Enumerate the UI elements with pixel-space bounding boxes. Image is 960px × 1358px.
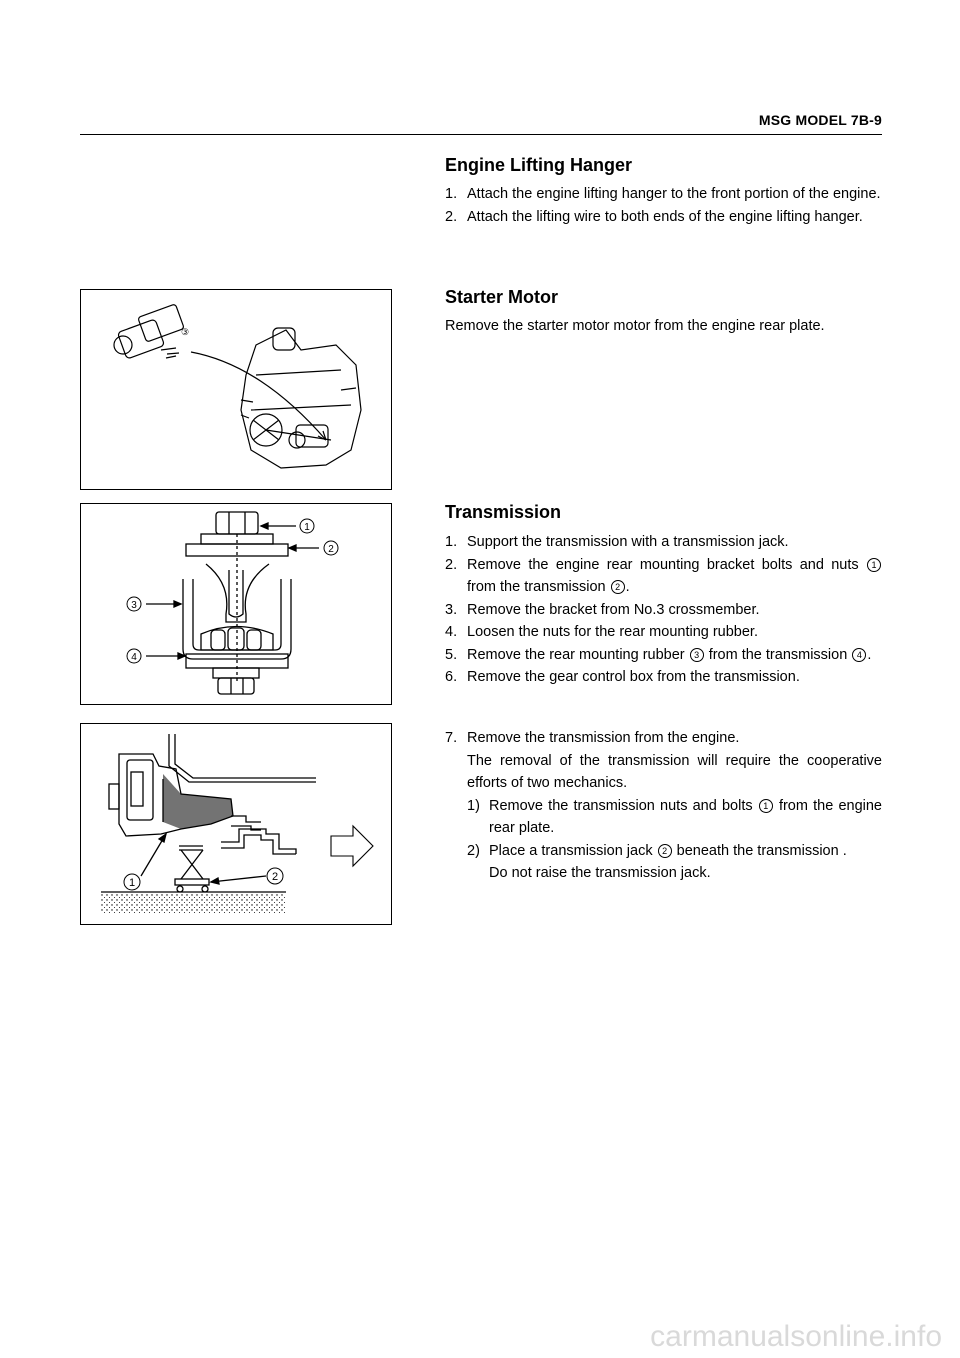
removal-callout-1: 1 [128,877,136,889]
lifting-steps [445,183,882,228]
step-note: The removal of the transmission will require the cooperative efforts of two mechanics. [467,752,882,791]
list-item: 2. Remove the engine rear mounting bracket bolts and nuts 1 from the transmission 2 . [445,554,882,599]
section-title-lifting-hanger: Engine Lifting Hanger [445,155,632,175]
transmission-step-7 [445,727,882,885]
list-item: 6. Remove the gear control box from the transmission. [445,669,800,685]
list-item: 7. Remove the transmission from the engine. The removal of the transmission will require the cooperative efforts of two mechanics. 1) Remove the transmission nuts and bolts 1 from the engine rear plate. 2) Place a transmission jack 2 beneath the transmission . Do not raise the transmission jack. [445,727,882,885]
list-item: 5. Remove the rear mounting rubber 3 from the transmission 4 . [445,646,872,663]
list-item: 3. Remove the bracket from No.3 crossmember. [445,601,760,618]
figure-rear-mounting [80,503,392,705]
ref-callout: 4 [852,648,866,662]
section-title-starter-motor: Starter Motor [445,287,559,307]
list-item: 2) Place a transmission jack 2 beneath the transmission . Do not raise the transmission jack. [467,842,847,881]
list-item: 1. Support the transmission with a transmission jack. [445,534,789,550]
callout-3: 3 [131,600,137,611]
list-item: 2. Attach the lifting wire to both ends of the engine lifting hanger. [445,208,863,225]
list-item: 1) Remove the transmission nuts and bolts 1 from the engine rear plate. [467,797,882,836]
removal-callout-2: 2 [271,871,279,883]
ref-callout: 3 [690,648,704,662]
callout-1: 1 [304,522,310,533]
page-header [80,112,882,135]
callout-2: 2 [328,544,334,555]
ref-callout: 1 [867,558,881,572]
watermark: carmanualsonline.info [650,1320,942,1353]
callout-4: 4 [131,652,137,663]
starter-instruction: Remove the starter motor motor from the engine rear plate. [445,318,825,334]
list-item: 1. Attach the engine lifting hanger to the front portion of the engine. [445,186,881,202]
section-title-transmission: Transmission [445,502,562,522]
svg-text:③: ③ [181,327,190,337]
figure-transmission-removal [80,723,392,925]
figure-starter-motor [80,289,392,490]
ref-callout: 2 [658,844,672,858]
list-item: 4. Loosen the nuts for the rear mounting rubber. [445,624,758,640]
page-header-title: MSG MODEL 7B-9 [758,112,882,128]
ref-callout: 1 [759,799,773,813]
transmission-steps [445,531,882,689]
ref-callout: 2 [611,580,625,594]
